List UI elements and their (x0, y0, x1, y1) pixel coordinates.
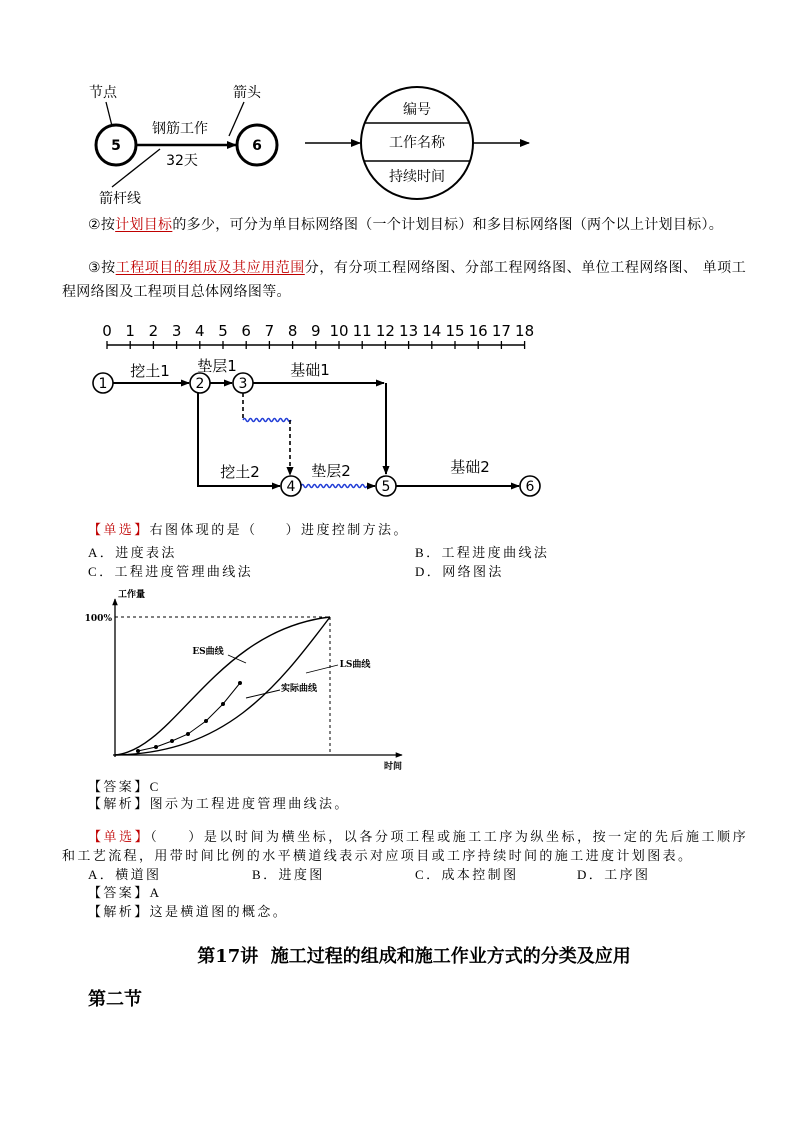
node-id-label: 编号 (403, 102, 431, 118)
actual-point (136, 749, 140, 753)
time-scale-label: 11 (352, 322, 372, 340)
actual-curve (138, 683, 240, 751)
work-duration-label: 32天 (166, 153, 198, 169)
question1-option-a: A．进度表法 (88, 545, 177, 560)
network-node-3 (233, 373, 253, 393)
network-node-6 (520, 476, 540, 496)
question-text: 右图体现的是（ ）进度控制方法。 (149, 522, 409, 537)
network-node-2 (190, 373, 210, 393)
actual-point (221, 702, 225, 706)
node-number: 6 (525, 479, 535, 495)
time-scale-label: 2 (148, 322, 159, 340)
node-work-name-label: 工作名称 (389, 135, 445, 151)
node-number: 3 (238, 376, 248, 392)
arrow-notation-figure (0, 75, 560, 210)
time-scale-label: 15 (445, 322, 465, 340)
time-scale-label: 5 (218, 322, 228, 340)
actual-label-leader (246, 690, 280, 698)
arrowhead-callout-label: 箭头 (233, 85, 261, 101)
time-scale-label: 10 (329, 322, 349, 340)
node-callout-line (106, 102, 112, 126)
paragraph-prefix: ②按 (88, 217, 116, 233)
question1-analysis: 【解析】图示为工程进度管理曲线法。 (88, 796, 350, 811)
x-axis-label: 时间 (383, 762, 403, 772)
actual-point (170, 739, 174, 743)
actual-point (154, 745, 158, 749)
question2-analysis: 【解析】这是横道图的概念。 (88, 904, 289, 919)
work-name-label: 钢筋工作 (152, 121, 208, 137)
shaft-callout-label: 箭杆线 (99, 191, 141, 207)
y-axis-label: 工作量 (118, 590, 146, 600)
question1-answer: 【答案】C (88, 779, 161, 794)
highlight-term: 工程项目的组成及其应用范围 (115, 260, 305, 276)
node-duration-label: 持续时间 (389, 169, 445, 185)
time-scale-label: 0 (102, 322, 112, 340)
question-type-tag: 【单选】 (88, 522, 150, 537)
time-scale-label: 13 (399, 322, 419, 340)
network-node-1 (93, 373, 113, 393)
question2-option-c: C．成本控制图 (415, 867, 519, 882)
activity-label-dig1: 挖土1 (130, 362, 170, 380)
ls-curve-label: LS曲线 (339, 660, 371, 670)
time-scale-label: 12 (375, 322, 395, 340)
node-number: 2 (195, 376, 205, 392)
time-scale-label: 17 (491, 322, 511, 340)
activity-label-cushion1: 垫层1 (197, 357, 237, 375)
actual-curve-label: 实际曲线 (280, 684, 318, 694)
node-number: 5 (381, 479, 391, 495)
time-scale-label: 9 (311, 322, 321, 340)
activity-label-foundation2: 基础2 (450, 458, 490, 476)
time-scale-labels (102, 322, 534, 340)
time-scale-label: 7 (264, 322, 275, 340)
question1-stem (88, 520, 728, 539)
actual-point (204, 719, 208, 723)
time-scale-label: 4 (195, 322, 205, 340)
time-scale-label: 1 (125, 322, 135, 340)
question2-option-a: A．横道图 (88, 867, 162, 882)
node-number: 4 (286, 479, 296, 495)
question2-stem (62, 827, 748, 865)
time-scale-label: 8 (287, 322, 298, 340)
paragraph-body: 的多少，可分为单目标网络图（一个计划目标）和多目标网络图（两个以上计划目标）。 (172, 217, 724, 233)
free-float-wave-1 (243, 419, 291, 422)
node-callout-label: 节点 (89, 85, 117, 101)
y-max-label: 100% (84, 614, 112, 624)
paragraph-by-scope (62, 256, 746, 304)
question1-option-c: C．工程进度管理曲线法 (88, 564, 254, 579)
time-scale-label: 6 (241, 322, 251, 340)
time-scaled-network-diagram (0, 320, 560, 505)
actual-point (238, 681, 242, 685)
question2-option-d: D．工序图 (577, 867, 651, 882)
paragraph-body: 分，有分项工程网络图、分部工程网络图、单位工程网络图、 单项工程网络图及工程项目总体网络图等。 (62, 260, 747, 300)
time-scale-label: 16 (468, 322, 488, 340)
time-scale-label: 3 (171, 322, 182, 340)
node-number: 1 (98, 376, 108, 392)
highlight-term: 计划目标 (115, 217, 173, 233)
section-title: 第二节 (88, 989, 142, 1010)
ls-label-leader (306, 665, 338, 673)
end-node-number: 6 (252, 138, 262, 154)
question2-option-b: B．进度图 (252, 867, 325, 882)
free-float-wave-2 (301, 485, 367, 488)
question-type-tag: 【单选】 (88, 829, 151, 844)
activity-label-cushion2: 垫层2 (311, 462, 351, 480)
question1-option-b: B．工程进度曲线法 (415, 545, 550, 560)
network-node-5 (376, 476, 396, 496)
question2-answer: 【答案】A (88, 885, 162, 900)
activity-label-dig2: 挖土2 (220, 463, 260, 481)
start-node-number: 5 (111, 138, 121, 154)
actual-point (186, 732, 190, 736)
paragraph-prefix: ③按 (88, 260, 116, 276)
network-node-4 (281, 476, 301, 496)
question-text: （ ）是以时间为横坐标，以各分项工程或施工工序为纵坐标，按一定的先后施工顺序和工艺流程，用带时间比例的水平横道线表示对应项目或工序持续时间的施工进度计划图表。 (62, 829, 748, 863)
question1-option-d: D．网络图法 (415, 564, 504, 579)
paragraph-by-objective (62, 213, 726, 237)
lecture-title: 第17讲 施工过程的组成和施工作业方式的分类及应用 (197, 946, 631, 967)
time-scale-label: 14 (422, 322, 442, 340)
progress-curve-figure (0, 585, 420, 775)
activity-label-foundation1: 基础1 (290, 361, 330, 379)
time-scale-label: 18 (515, 322, 535, 340)
es-curve-label: ES曲线 (192, 647, 224, 657)
